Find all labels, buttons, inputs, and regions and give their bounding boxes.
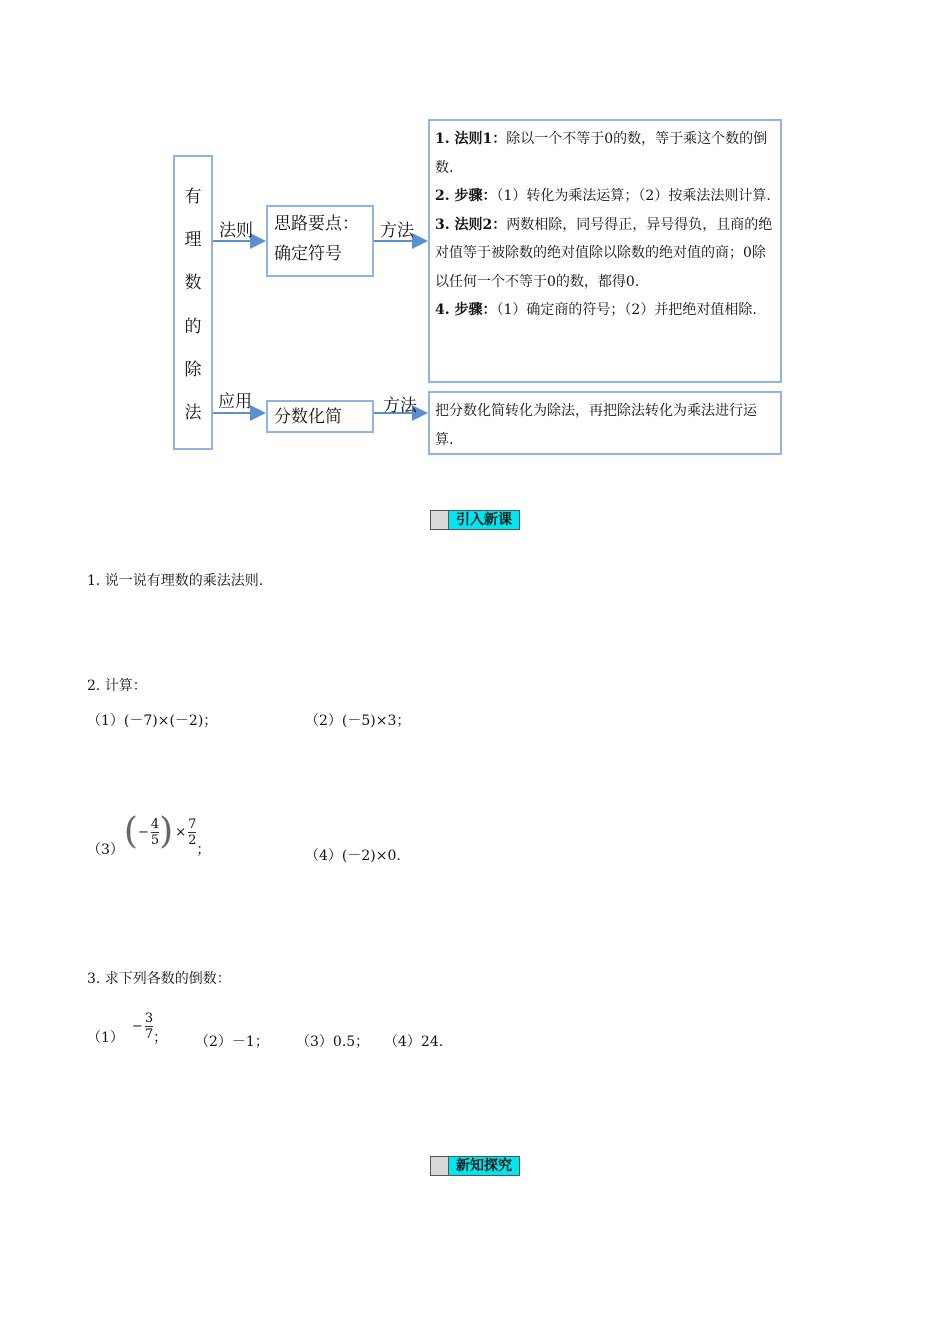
rule-1-prefix: 1. 法则1： xyxy=(435,131,507,147)
question-3-a-end: ； xyxy=(153,1030,168,1046)
root-char: 的 xyxy=(184,316,202,337)
method-box xyxy=(428,391,782,455)
fraction-4-5 xyxy=(151,817,159,848)
section-banner-explore xyxy=(430,1156,520,1176)
fraction-denominator: 7 xyxy=(144,1027,154,1042)
step-2-text: （1）确定商的符号；（2）并把绝对值相除. xyxy=(496,302,757,318)
question-2-c xyxy=(87,812,210,862)
simplify-box xyxy=(266,400,374,433)
root-char: 法 xyxy=(184,402,202,423)
edge-law-label: 法则 xyxy=(219,221,253,241)
question-1: 1. 说一说有理数的乘法法则. xyxy=(87,573,264,589)
edge-apply-label: 应用 xyxy=(218,392,252,412)
root-char: 数 xyxy=(184,273,202,294)
root-box xyxy=(173,155,213,450)
question-3-c: （3）0.5； xyxy=(296,1034,370,1050)
rule-2 xyxy=(435,211,775,297)
idea-box xyxy=(266,205,374,277)
question-2-c-end: ； xyxy=(196,842,211,858)
idea-line-1: 思路要点： xyxy=(274,214,359,234)
step-1 xyxy=(435,182,775,211)
section-title-explore: 新知探究 xyxy=(449,1157,519,1175)
question-3-label: 3. 求下列各数的倒数： xyxy=(87,971,231,987)
idea-line-2: 确定符号 xyxy=(274,244,342,264)
question-3-a-prefix: （1） xyxy=(87,1030,124,1046)
fraction-numerator: 3 xyxy=(144,1011,154,1026)
edge-method-label-1: 方法 xyxy=(380,221,414,241)
question-2-d: （4）(－2)×0. xyxy=(305,848,401,864)
section-banner-intro xyxy=(430,510,520,530)
paren-open: ( xyxy=(123,811,138,852)
paren-close: ) xyxy=(159,811,174,852)
rule-1-text: 除以一个不等于0的数，等于乘这个数的倒数. xyxy=(435,131,768,176)
rule-2-text: 两数相除，同号得正，异号得负，且商的绝对值等于被除数的绝对值除以除数的绝对值的商；0除以任何一个不等于0的数，都得0. xyxy=(435,216,773,290)
fraction-7-2 xyxy=(188,817,196,848)
neg-sign: − xyxy=(131,1019,143,1034)
section-title-intro: 引入新课 xyxy=(449,511,519,529)
root-char: 理 xyxy=(184,230,202,251)
question-3-a-expr xyxy=(132,1011,153,1042)
step-1-prefix: 2. 步骤： xyxy=(435,188,497,204)
rule-2-prefix: 3. 法则2： xyxy=(435,216,507,233)
question-2-label: 2. 计算： xyxy=(87,678,147,694)
neg-sign: − xyxy=(137,824,149,840)
fraction-numerator: 7 xyxy=(188,816,197,832)
rules-box xyxy=(428,119,782,383)
question-2-c-prefix: （3） xyxy=(87,842,124,858)
question-3-b: （2）－1； xyxy=(195,1034,269,1050)
question-3-d: （4）24. xyxy=(384,1034,444,1050)
question-2-b: （2）(－5)×3； xyxy=(305,713,411,729)
simplify-label: 分数化简 xyxy=(274,407,342,427)
fraction-denominator: 2 xyxy=(188,832,197,848)
question-3-a xyxy=(87,1000,167,1050)
root-char: 有 xyxy=(184,187,202,208)
method-text: 把分数化简转化为除法，再把除法转化为乘法进行运算. xyxy=(435,403,757,448)
edge-method-label-2: 方法 xyxy=(383,396,417,416)
question-2-a: （1）(－7)×(－2)； xyxy=(87,713,218,729)
step-2 xyxy=(435,296,775,325)
fraction-denominator: 5 xyxy=(150,832,160,848)
step-2-prefix: 4. 步骤： xyxy=(435,302,497,318)
question-2-c-expr xyxy=(123,811,197,852)
step-1-text: （1）转化为乘法运算；（2）按乘法法则计算. xyxy=(496,188,771,204)
fraction-numerator: 4 xyxy=(150,816,160,832)
times-sign: × xyxy=(175,824,187,840)
root-char: 除 xyxy=(184,359,202,380)
rule-1 xyxy=(435,125,775,182)
fraction-3-7 xyxy=(145,1011,153,1042)
